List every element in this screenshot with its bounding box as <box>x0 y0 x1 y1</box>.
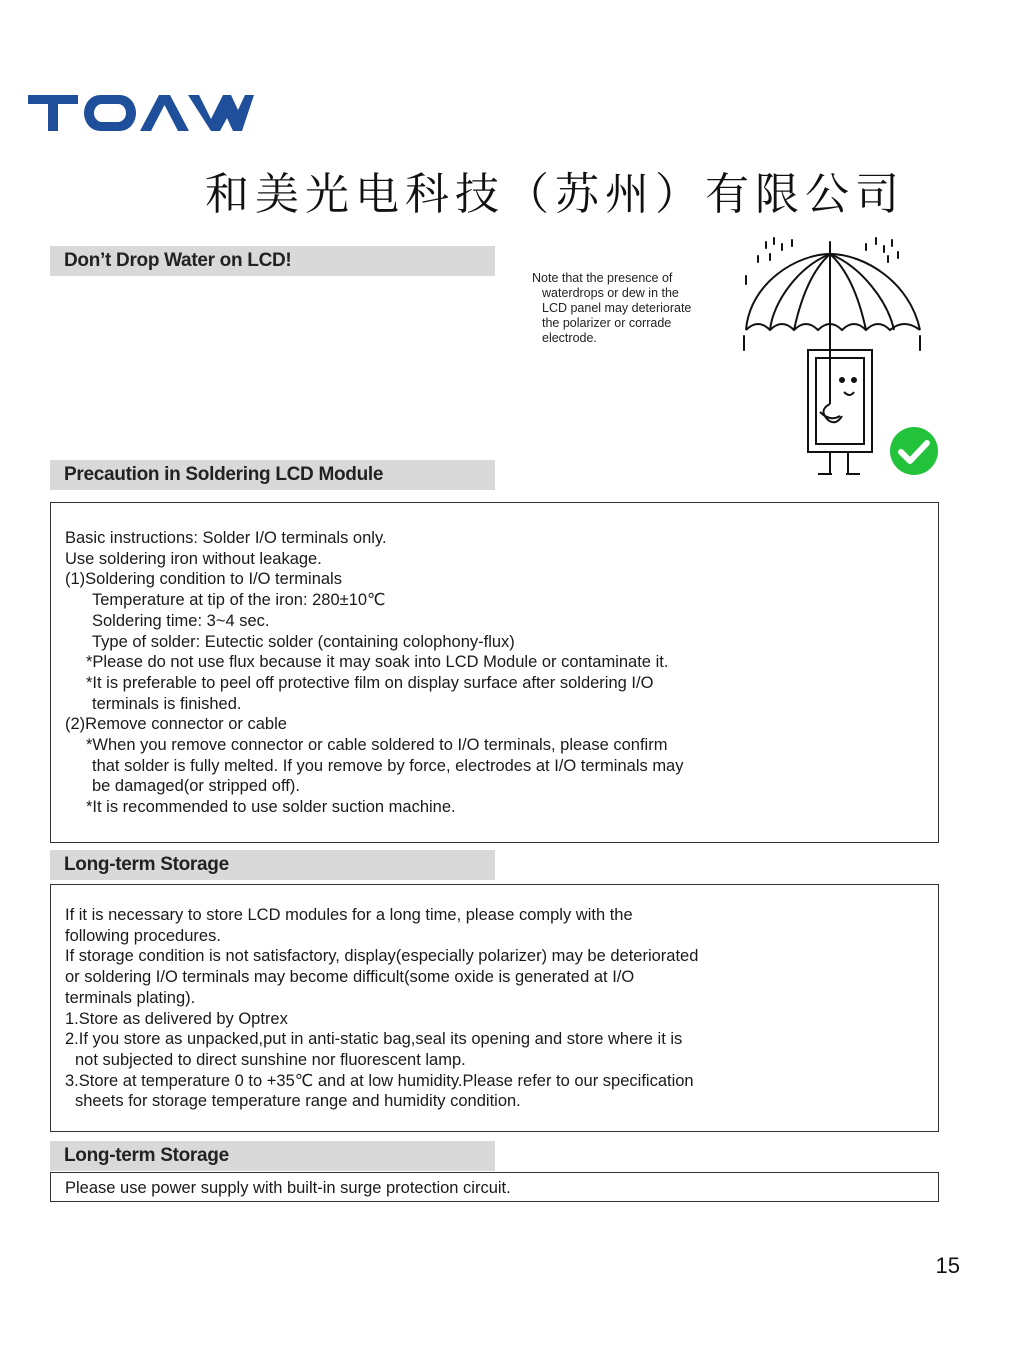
lcd-character-icon <box>808 350 872 474</box>
storage-instructions-box <box>50 884 939 1132</box>
text-line: Basic instructions: Solder I/O terminals only. <box>65 529 387 547</box>
text-line: terminals plating). <box>65 988 196 1007</box>
section-title-storage: Long-term Storage <box>50 850 495 880</box>
power-instructions-box <box>50 1172 939 1202</box>
text-line: Type of solder: Eutectic solder (containing colophony-flux) <box>92 632 515 651</box>
text-line: Temperature at tip of the iron: 280±10℃ <box>92 591 386 610</box>
note-line: electrode. <box>542 331 597 345</box>
text-line: terminals is finished. <box>92 694 242 713</box>
company-logo <box>28 92 254 136</box>
text-line: Use soldering iron without leakage. <box>65 549 322 568</box>
note-line: Note that the presence of <box>532 271 673 285</box>
section-title-power: Long-term Storage <box>50 1141 495 1171</box>
text-line: Soldering time: 3~4 sec. <box>92 611 270 630</box>
text-line: 3.Store at temperature 0 to +35℃ and at low humidity.Please refer to our specification <box>65 1071 694 1090</box>
text-line: If it is necessary to store LCD modules for a long time, please comply with the <box>65 906 633 924</box>
umbrella-icon <box>746 244 920 404</box>
section-title-soldering: Precaution in Soldering LCD Module <box>50 460 495 490</box>
text-line: that solder is fully melted. If you remove by force, electrodes at I/O terminals may <box>92 756 684 775</box>
soldering-instructions-box <box>50 502 939 843</box>
check-mark-icon <box>890 427 938 475</box>
umbrella-illustration <box>738 232 950 482</box>
text-line: Please use power supply with built-in surge protection circuit. <box>65 1179 511 1197</box>
text-line: (2)Remove connector or cable <box>65 715 287 734</box>
text-line: 1.Store as delivered by Optrex <box>65 1009 288 1028</box>
text-line: be damaged(or stripped off). <box>92 777 300 796</box>
section-title-water: Don’t Drop Water on LCD! <box>50 246 495 276</box>
text-line: sheets for storage temperature range and humidity condition. <box>75 1092 521 1111</box>
text-line: If storage condition is not satisfactory, display(especially polarizer) may be deteriorated <box>65 947 699 966</box>
text-line: *It is preferable to peel off protective film on display surface after soldering I/O <box>86 673 654 692</box>
text-line: *When you remove connector or cable soldered to I/O terminals, please confirm <box>86 736 668 755</box>
note-line: LCD panel may deteriorate <box>542 301 692 315</box>
text-line: *It is recommended to use solder suction machine. <box>86 798 456 817</box>
water-note <box>532 271 742 346</box>
text-line: or soldering I/O terminals may become difficult(some oxide is generated at I/O <box>65 968 635 987</box>
text-line: not subjected to direct sunshine nor fluorescent lamp. <box>75 1050 466 1069</box>
note-line: waterdrops or dew in the <box>542 286 679 300</box>
text-line: 2.If you store as unpacked,put in anti-static bag,seal its opening and store where it is <box>65 1030 683 1049</box>
page-number: 15 <box>935 1253 960 1278</box>
company-name: 和美光电科技（苏州）有限公司 <box>205 169 905 220</box>
text-line: (1)Soldering condition to I/O terminals <box>65 570 342 589</box>
text-line: following procedures. <box>65 926 221 945</box>
text-line: *Please do not use flux because it may soak into LCD Module or contaminate it. <box>86 653 669 672</box>
note-line: the polarizer or corrade <box>542 316 672 330</box>
